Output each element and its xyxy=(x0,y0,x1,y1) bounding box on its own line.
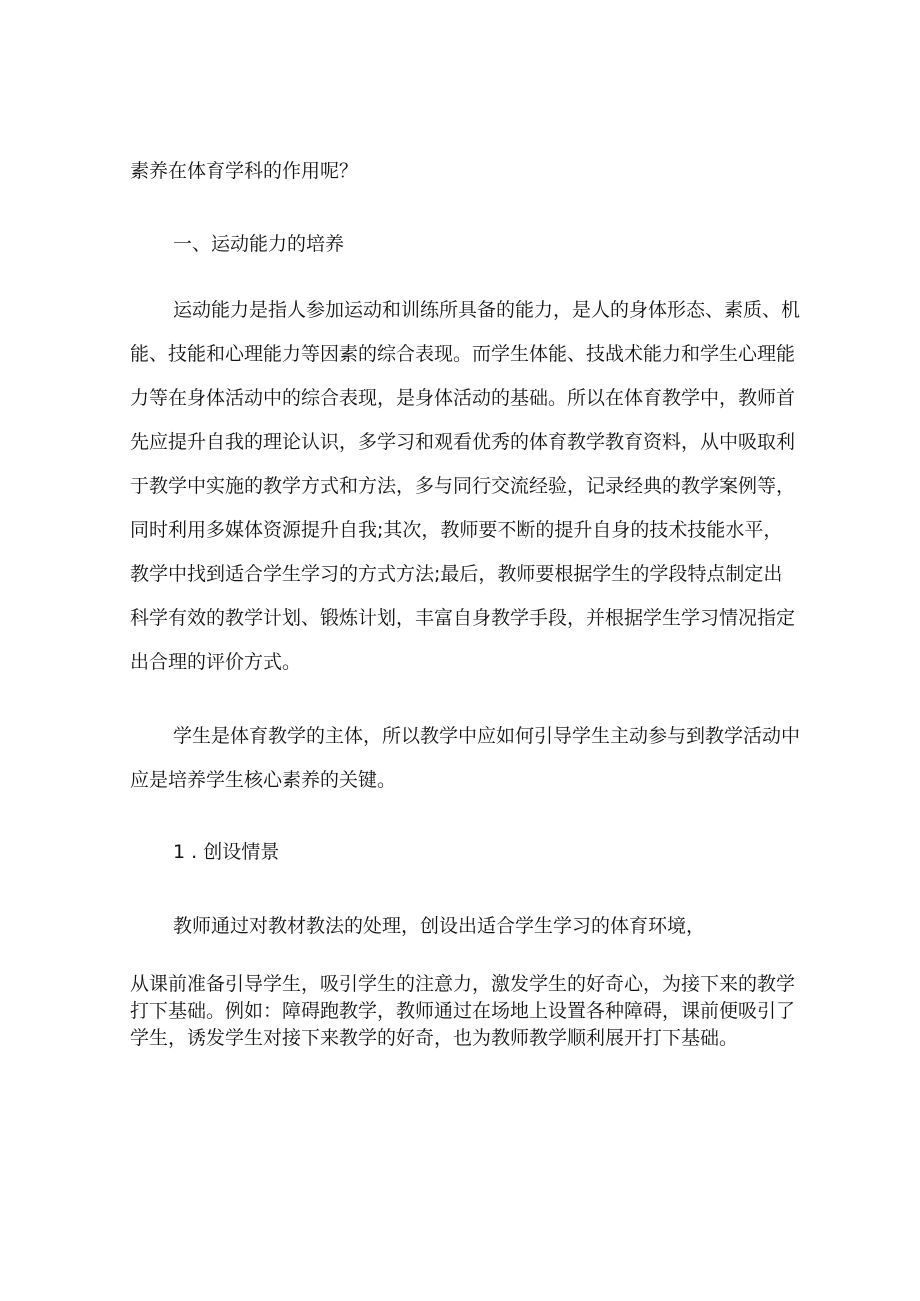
paragraph-line: 于教学中实施的教学方式和方法，多与同行交流经验，记录经典的教学案例等， xyxy=(130,475,796,497)
paragraph-line: 同时利用多媒体资源提升自我;其次，教师要不断的提升自身的技术技能水平， xyxy=(130,519,783,541)
subheading-create-scenario: 1 . 创设情景 xyxy=(173,841,280,863)
paragraph-line: 学生是体育教学的主体，所以教学中应如何引导学生主动参与到教学活动中 xyxy=(173,725,801,747)
paragraph-line: 能、技能和心理能力等因素的综合表现。而学生体能、技战术能力和学生心理能 xyxy=(130,343,796,365)
paragraph-line: 科学有效的教学计划、锻炼计划，丰富自身教学手段，并根据学生学习情况指定 xyxy=(130,607,796,629)
paragraph-scenario-first-line: 教师通过对教材教法的处理，创设出适合学生学习的体育环境， xyxy=(173,915,706,937)
paragraph-line: 出合理的评价方式。 xyxy=(130,651,302,673)
paragraph-line: 学生，诱发学生对接下来教学的好奇，也为教师教学顺利展开打下基础。 xyxy=(130,1027,739,1049)
paragraph-line: 力等在身体活动中的综合表现，是身体活动的基础。所以在体育教学中，教师首 xyxy=(130,387,796,409)
paragraph-line: 教学中找到适合学生学习的方式方法;最后，教师要根据学生的学段特点制定出 xyxy=(130,563,783,585)
paragraph-line: 从课前准备引导学生，吸引学生的注意力，激发学生的好奇心，为接下来的教学 xyxy=(130,973,796,995)
intro-tail-text: 素养在体育学科的作用呢？ xyxy=(130,160,359,182)
paragraph-line: 应是培养学生核心素养的关键。 xyxy=(130,769,397,791)
paragraph-line: 先应提升自我的理论认识，多学习和观看优秀的体育教学教育资料，从中吸取利 xyxy=(130,431,796,453)
paragraph-line: 打下基础。例如：障碍跑教学，教师通过在场地上设置各种障碍，课前便吸引了 xyxy=(130,1000,796,1022)
paragraph-line: 运动能力是指人参加运动和训练所具备的能力，是人的身体形态、素质、机 xyxy=(173,299,801,321)
section-heading-motor-ability: 一、运动能力的培养 xyxy=(173,233,345,255)
